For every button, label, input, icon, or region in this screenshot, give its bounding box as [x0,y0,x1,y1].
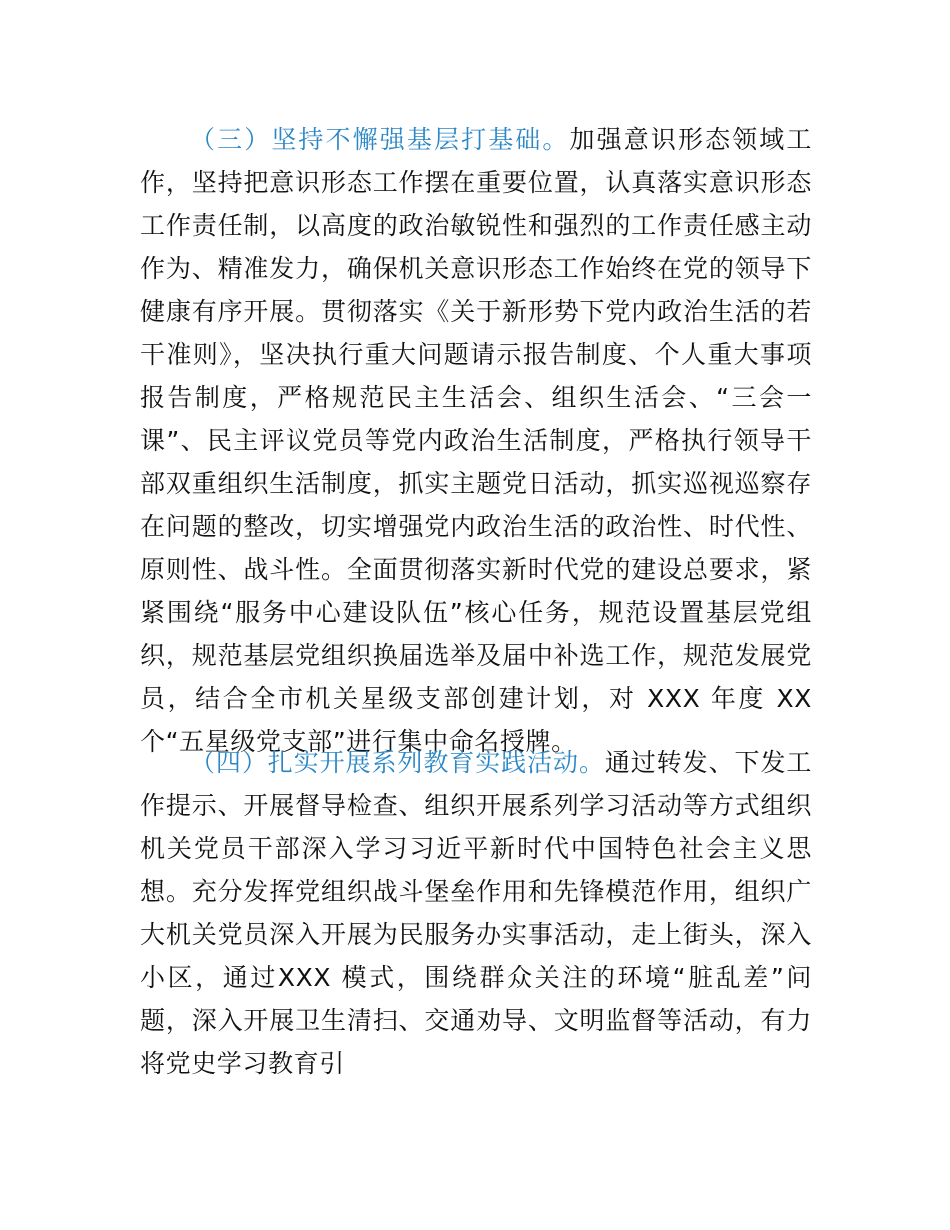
section-4-heading: （四）扎实开展系列教育实践活动。 [190,748,605,777]
section-3-heading: （三）坚持不懈强基层打基础。 [190,125,570,154]
section-3-body: 加强意识形态领域工作，坚持把意识形态工作摆在重要位置，认真落实意识形态工作责任制，以高度的政治敏锐性和强烈的工作责任感主动作为、精准发力，确保机关意识形态工作始终在党的领导下健康有序开展。贯彻落实《关于新形势下党内政治生活的若干准则》，坚决执行重大问题请示报告制度、个人重大事项报告制度，严格规范民主生活会、组织生活会、“三会一课”、民主评议党员等党内政治生活制度，严格执行领导干部双重组织生活制度，抓实主题党日活动，抓实巡视巡察存在问题的整改，切实增强党内政治生活的政治性、时代性、原则性、战斗性。全面贯彻落实新时代党的建设总要求，紧紧围绕“服务中心建设队伍”核心任务，规范设置基层党组织，规范基层党组织换届选举及届中补选工作，规范发展党员，结合全市机关星级支部创建计划，对 XXX 年度 XX 个“五星级党支部”进行集中命名授牌。 [140,125,813,756]
paragraph-section-4 [140,741,812,1085]
paragraph-section-3 [140,118,812,763]
section-4-body: 通过转发、下发工作提示、开展督导检查、组织开展系列学习活动等方式组织机关党员干部深入学习习近平新时代中国特色社会主义思想。充分发挥党组织战斗堡垒作用和先锋模范作用，组织广大机关党员深入开展为民服务办实事活动，走上街头，深入小区，通过XXX 模式，围绕群众关注的环境“脏乱差”问题，深入开展卫生清扫、交通劝导、文明监督等活动，有力将党史学习教育引 [140,748,812,1078]
